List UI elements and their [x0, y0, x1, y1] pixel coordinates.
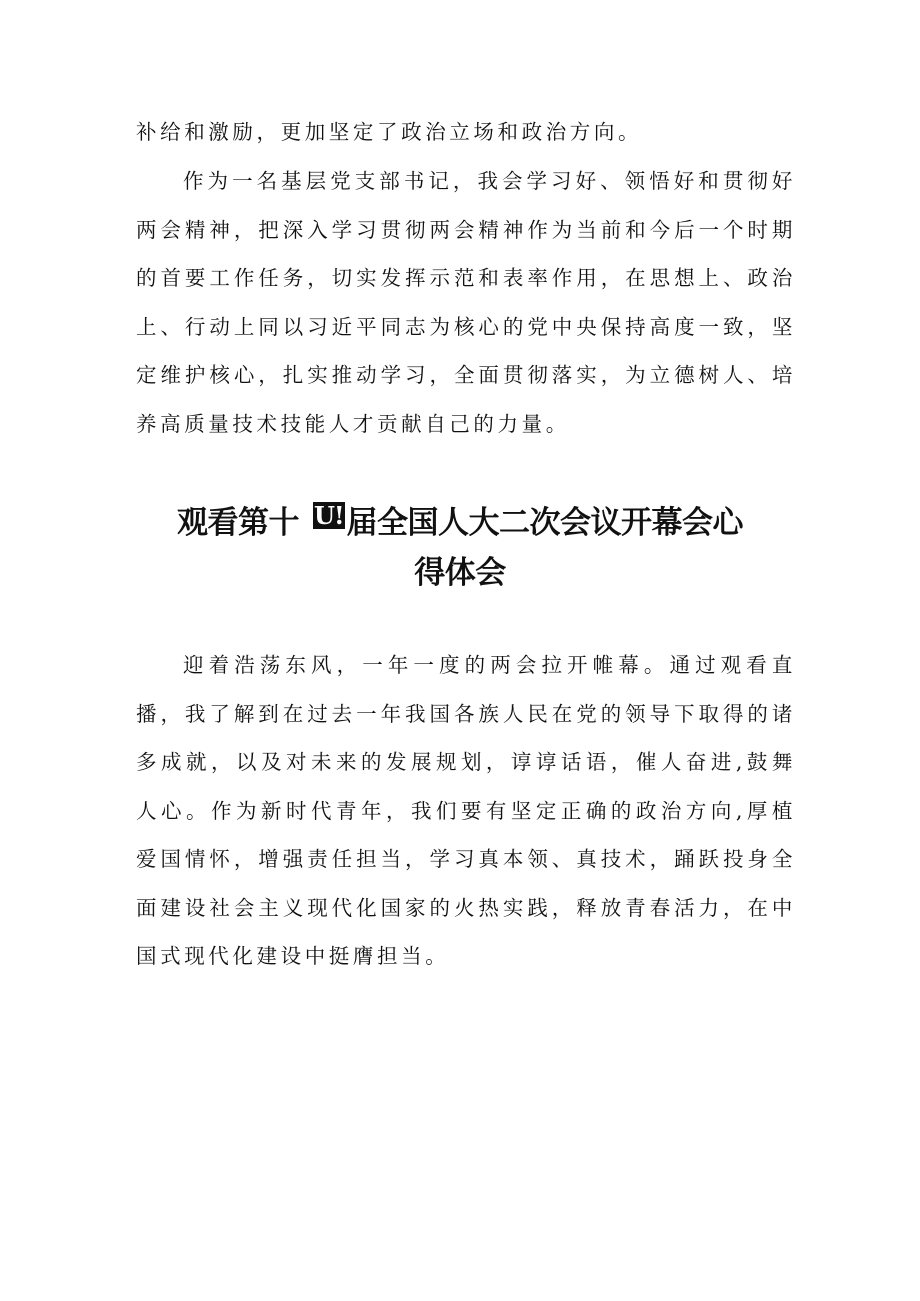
title-glitch-mark: U!	[314, 501, 344, 530]
article-title	[120, 498, 800, 598]
paragraph-party-secretary: 作为一名基层党支部书记，我会学习好、领悟好和贯彻好两会精神，把深入学习贯彻两会精神作为当前和今后一个时期的首要工作任务，切实发挥示范和表率作用，在思想上、政治上、行动上同以习近平同志为核心的党中央保持高度一致，坚定维护核心，扎实推动学习，全面贯彻落实，为立德树人、培养高质量技术技能人才贡献自己的力量。	[136, 169, 796, 436]
title-part-2: 届全国人大二次会议开幕会心	[346, 505, 743, 541]
title-line-1	[120, 498, 800, 548]
title-line-2: 得体会	[414, 555, 506, 591]
title-part-1: 观看第十	[177, 505, 300, 541]
paragraph-youth: 迎着浩荡东风，一年一度的两会拉开帷幕。通过观看直播，我了解到在过去一年我国各族人民在党的领导下取得的诸多成就，以及对未来的发展规划，谆谆话语，催人奋进,鼓舞人心。作为新时代青年，我们要有坚定正确的政治方向,厚植爱国情怀，增强责任担当，学习真本领、真技术，踊跃投身全面建设社会主义现代化国家的火热实践，释放青春活力，在中国式现代化建设中挺膺担当。	[136, 653, 796, 968]
paragraph-continuation: 补给和激励，更加坚定了政治立场和政治方向。	[136, 120, 643, 144]
